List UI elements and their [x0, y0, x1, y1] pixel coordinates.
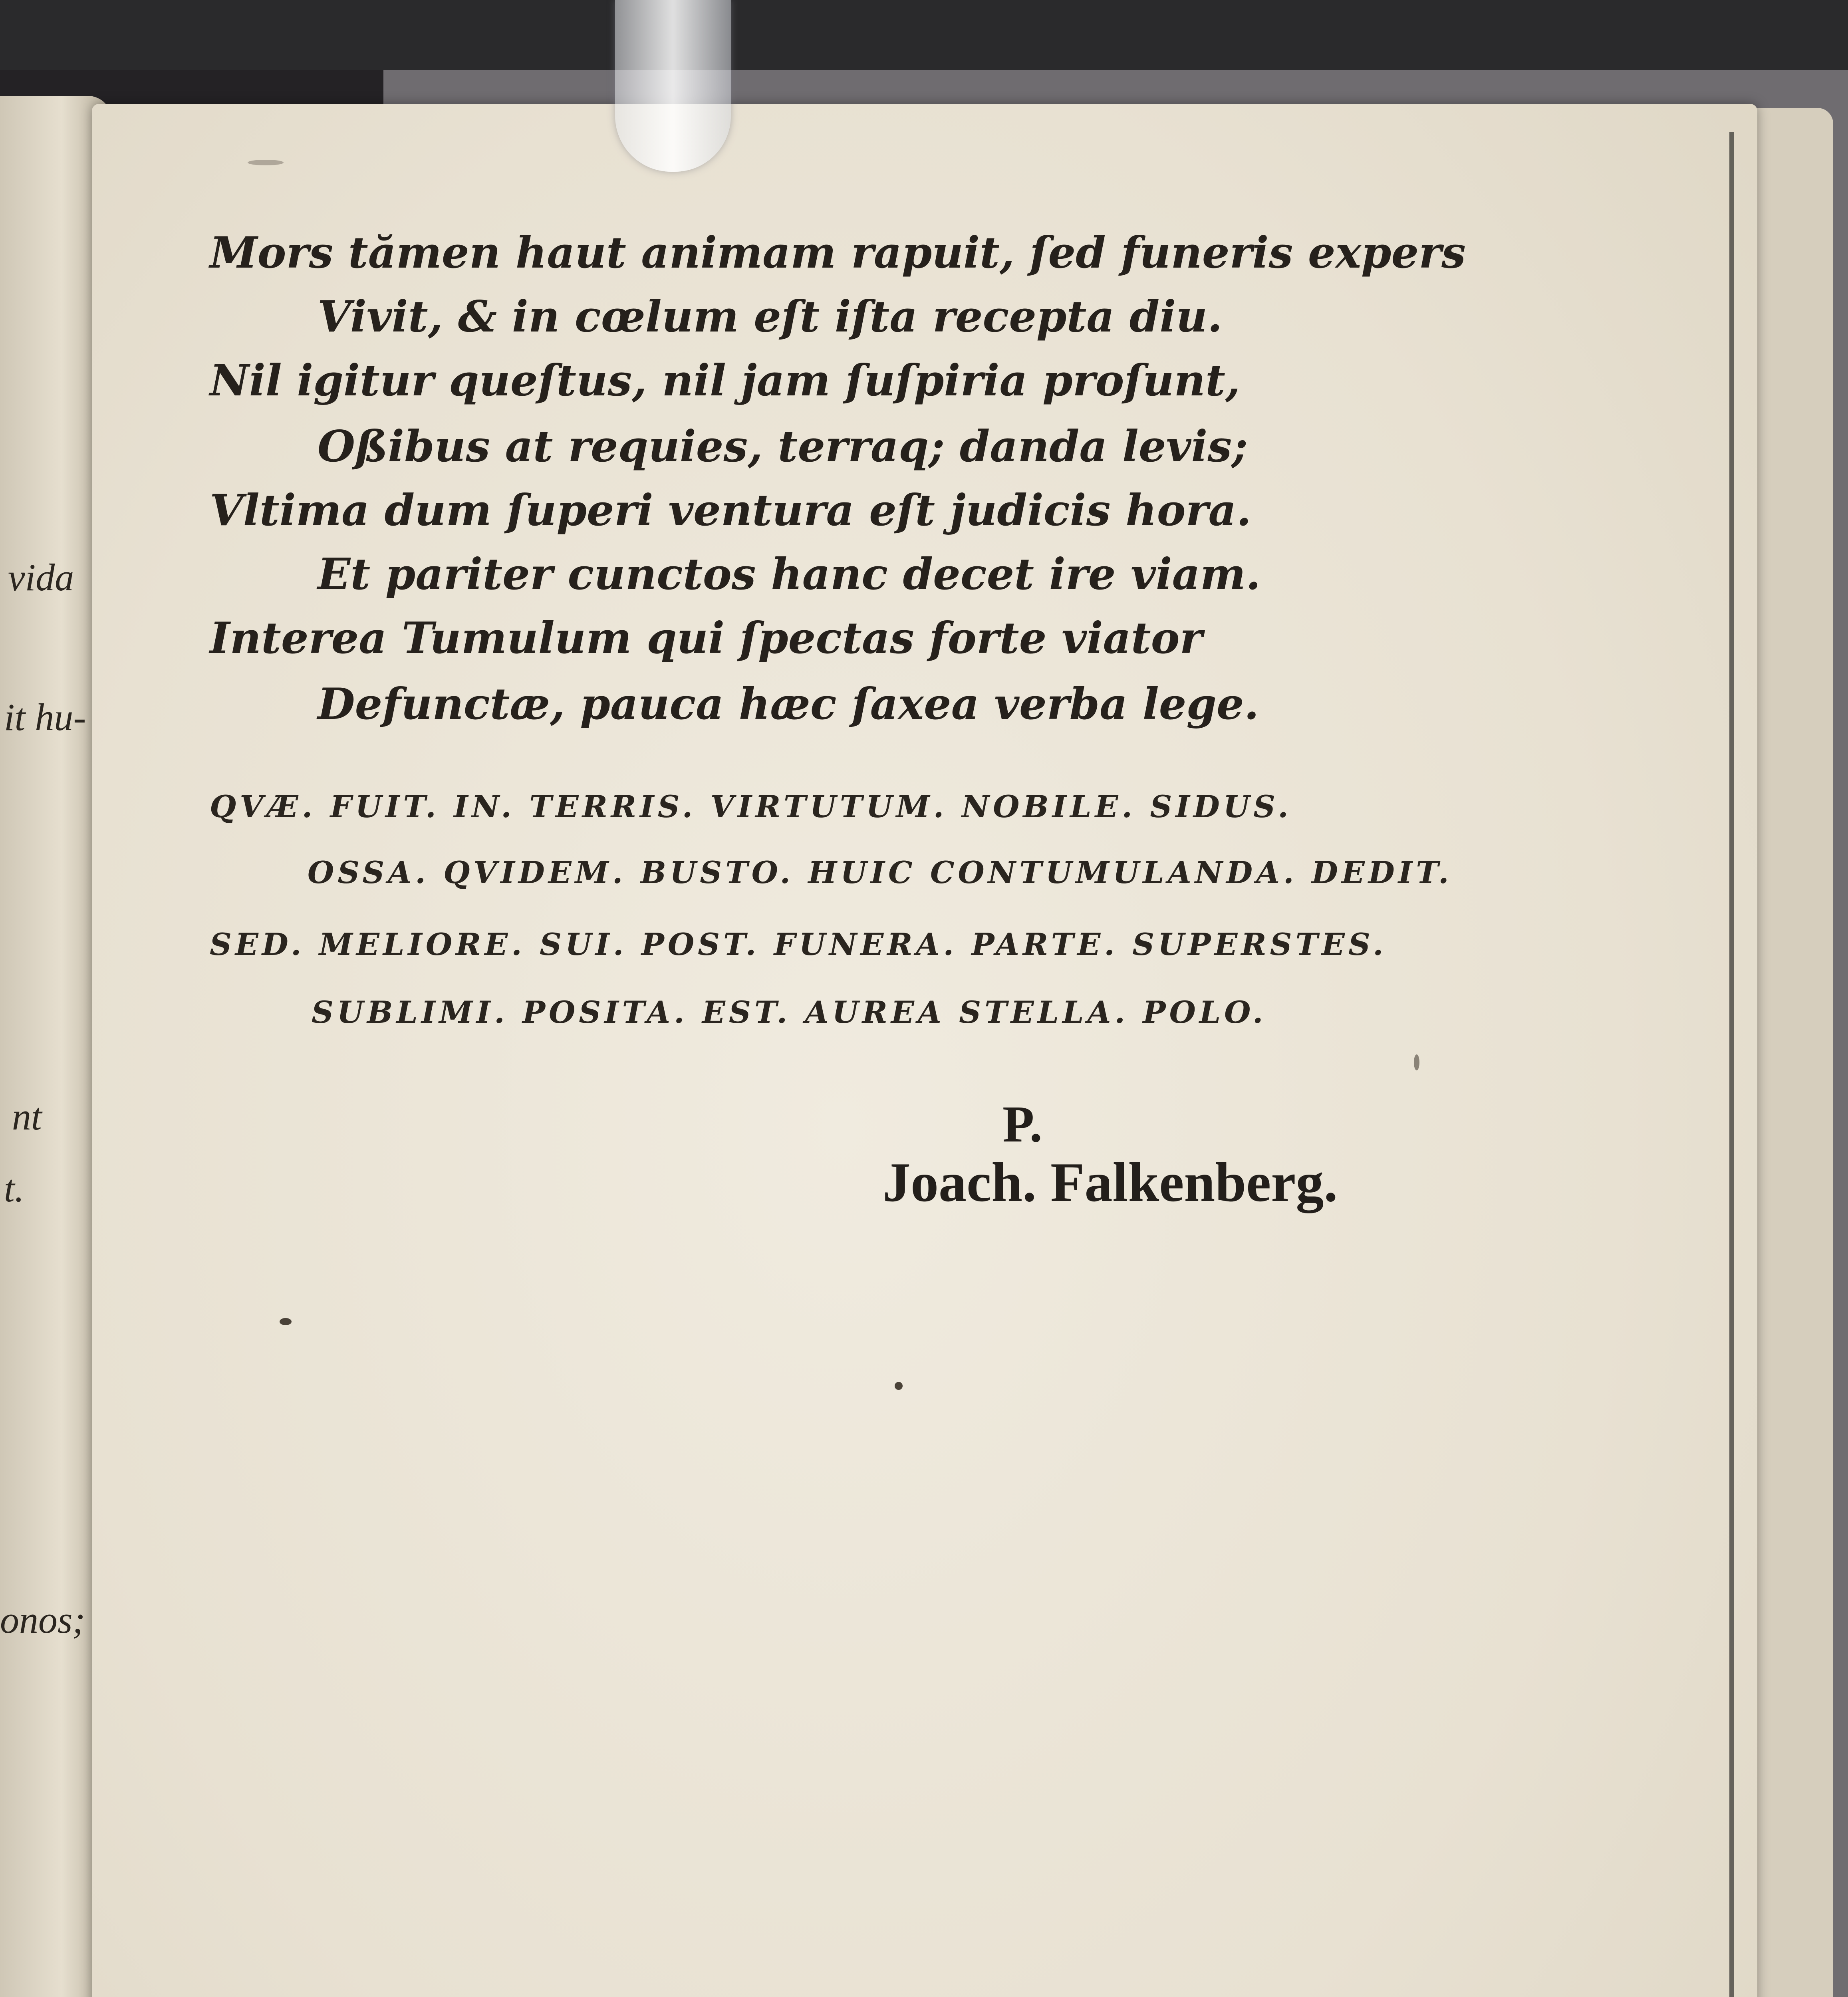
verse-line: Interea Tumulum qui ſpectas forte viator [210, 613, 1203, 663]
facing-fragment: onos; [0, 1598, 85, 1641]
signature-initial: P. [1002, 1096, 1042, 1153]
epitaph-line: SED. MELIORE. SUI. POST. FUNERA. PARTE. SUPERSTES. [210, 927, 1387, 962]
paper-speck [280, 1318, 292, 1325]
background-top [0, 0, 1848, 70]
paper-speck [1414, 1054, 1419, 1070]
verse-line: Oßibus at requies, terraq; danda levis; [318, 421, 1248, 472]
page-rule [1729, 132, 1734, 1997]
epitaph-line: OSSA. QVIDEM. BUSTO. HUIC CONTUMULANDA. DEDIT. [308, 855, 1453, 890]
verse-line: Vivit, & in cœlum eſt iſta recepta diu. [318, 292, 1223, 342]
verse-line: Et pariter cunctos hanc decet ire viam. [318, 549, 1261, 599]
facing-fragment: t. [4, 1167, 24, 1210]
verse-line: Mors tămen haut animam rapuit, ſed funeris expers [210, 228, 1466, 278]
epitaph-line: QVÆ. FUIT. IN. TERRIS. VIRTUTUM. NOBILE. SIDUS. [210, 789, 1292, 824]
page-clip-top [615, 0, 731, 172]
paper-speck [895, 1382, 903, 1390]
epitaph-line: SUBLIMI. POSITA. EST. AUREA STELLA. POLO. [312, 995, 1267, 1030]
verse-line: Defunctæ, pauca hæc ſaxea verba lege. [318, 679, 1259, 729]
verse-line: Vltima dum ſuperi ventura eſt judicis hora. [210, 485, 1252, 536]
paper-speck [248, 160, 284, 165]
verse-line: Nil igitur queſtus, nil jam ſuſpiria proſunt, [210, 355, 1241, 406]
facing-fragment: vida [8, 556, 74, 599]
facing-fragment: it hu- [4, 696, 86, 738]
facing-fragment: nt [12, 1095, 42, 1138]
signature-name: Joach. Falkenberg. [883, 1151, 1338, 1213]
